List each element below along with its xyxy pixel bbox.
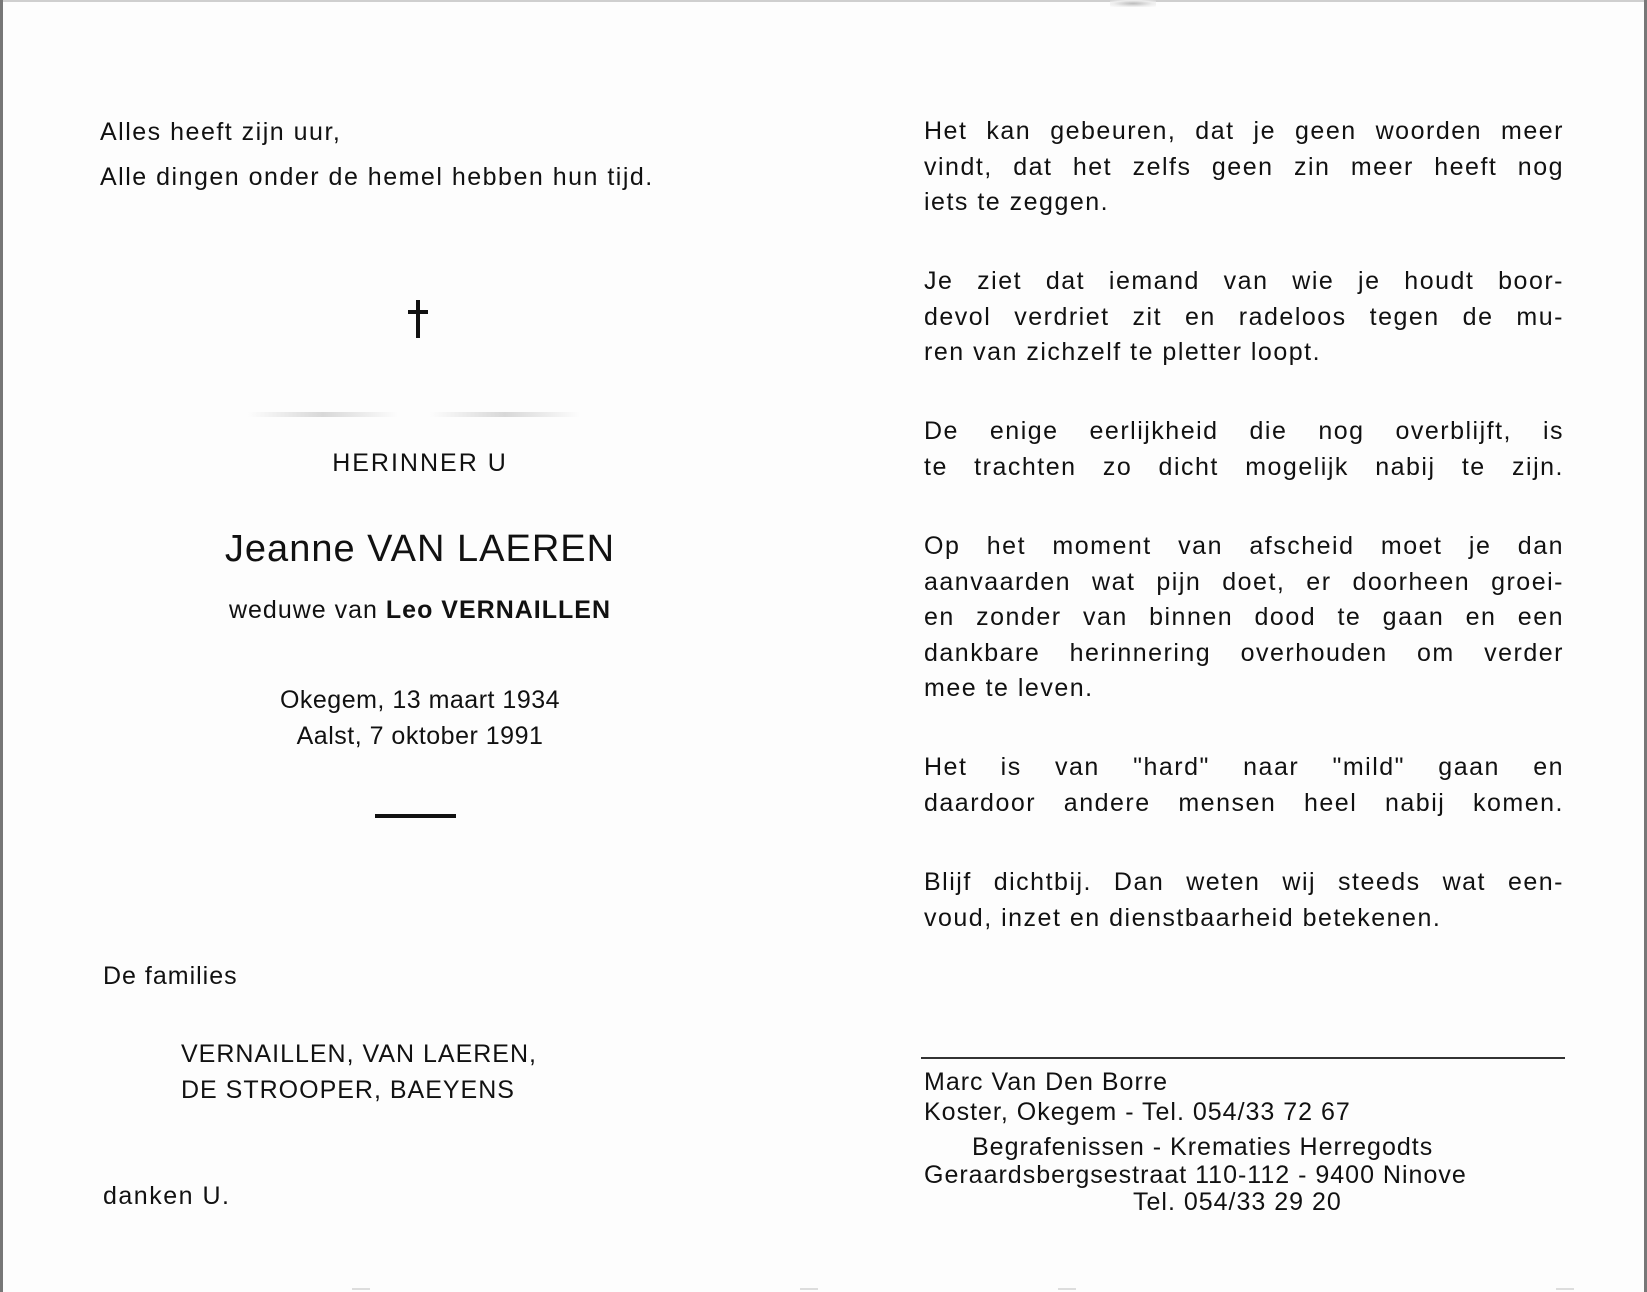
poem-stanza-4 bbox=[924, 529, 1564, 707]
poem-line: Op het moment van afscheid moet je dan bbox=[924, 532, 1564, 560]
remember-heading: HERINNER U bbox=[332, 449, 508, 477]
fold-mark bbox=[1110, 0, 1156, 7]
funeral-home-name: Begrafenissen - Krematies Herregodts bbox=[972, 1133, 1434, 1161]
poem-line: daardoor andere mensen heel nabij komen. bbox=[924, 788, 1564, 817]
print-smudge bbox=[248, 412, 398, 417]
family-names-line-1: VERNAILLEN, VAN LAEREN, bbox=[181, 1040, 537, 1068]
poem-line: Het is van "hard" naar "mild" gaan en bbox=[924, 753, 1564, 781]
cross-icon bbox=[408, 300, 428, 340]
scan-speck bbox=[1556, 1288, 1574, 1290]
death-line: Aalst, 7 oktober 1991 bbox=[296, 722, 544, 750]
poem-line: en zonder van binnen dood te gaan en een bbox=[924, 603, 1564, 631]
poem-stanza-5 bbox=[924, 750, 1564, 821]
poem-line: voud, inzet en dienstbaarheid betekenen. bbox=[924, 903, 1442, 932]
sexton-name: Marc Van Den Borre bbox=[924, 1068, 1169, 1096]
funeral-home-phone: Tel. 054/33 29 20 bbox=[1133, 1188, 1342, 1216]
motto-line-2: Alle dingen onder de hemel hebben hun tijd. bbox=[100, 163, 654, 191]
poem-line: De enige eerlijkheid die nog overblijft, is bbox=[924, 417, 1564, 445]
funeral-home-address: Geraardsbergsestraat 110-112 - 9400 Ninove bbox=[924, 1161, 1467, 1189]
poem-line: mee te leven. bbox=[924, 674, 1094, 702]
poem-line: dankbare herinnering overhouden om verder bbox=[924, 638, 1564, 667]
footer-rule bbox=[921, 1057, 1565, 1059]
scan-speck bbox=[1058, 1288, 1076, 1290]
scan-speck bbox=[800, 1288, 818, 1290]
poem-line: te trachten zo dicht mogelijk nabij te zijn. bbox=[924, 452, 1564, 481]
poem-line: Je ziet dat iemand van wie je houdt boor- bbox=[924, 267, 1564, 295]
poem-line: Blijf dichtbij. Dan weten wij steeds wat een- bbox=[924, 868, 1564, 896]
motto-line-1: Alles heeft zijn uur, bbox=[100, 118, 342, 146]
poem-stanza-2 bbox=[924, 264, 1564, 371]
card-top-edge bbox=[0, 0, 1647, 2]
spouse-name: Leo VERNAILLEN bbox=[385, 596, 612, 624]
divider-dash bbox=[375, 814, 456, 818]
scan-speck bbox=[352, 1288, 370, 1290]
sexton-contact: Koster, Okegem - Tel. 054/33 72 67 bbox=[924, 1098, 1351, 1126]
print-smudge bbox=[430, 412, 580, 417]
widow-prefix: weduwe van bbox=[228, 596, 378, 624]
family-names-line-2: DE STROOPER, BAEYENS bbox=[181, 1076, 515, 1104]
deceased-name: Jeanne VAN LAEREN bbox=[224, 528, 616, 570]
poem-stanza-3 bbox=[924, 414, 1564, 485]
families-label: De families bbox=[103, 962, 238, 990]
thanks-line: danken U. bbox=[103, 1182, 231, 1210]
poem-line: Het kan gebeuren, dat je geen woorden meer bbox=[924, 117, 1564, 145]
poem-line: ren van zichzelf te pletter loopt. bbox=[924, 338, 1322, 366]
poem-line: devol verdriet zit en radeloos tegen de mu- bbox=[924, 302, 1564, 331]
widow-line bbox=[100, 596, 740, 625]
card-left-edge bbox=[0, 0, 3, 1292]
poem-stanza-6 bbox=[924, 865, 1564, 936]
poem-line: vindt, dat het zelfs geen zin meer heeft nog bbox=[924, 152, 1564, 181]
poem-stanza-1 bbox=[924, 114, 1564, 221]
birth-line: Okegem, 13 maart 1934 bbox=[279, 686, 561, 714]
poem-line: aanvaarden wat pijn doet, er doorheen groei- bbox=[924, 567, 1564, 596]
poem-line: iets te zeggen. bbox=[924, 188, 1110, 216]
